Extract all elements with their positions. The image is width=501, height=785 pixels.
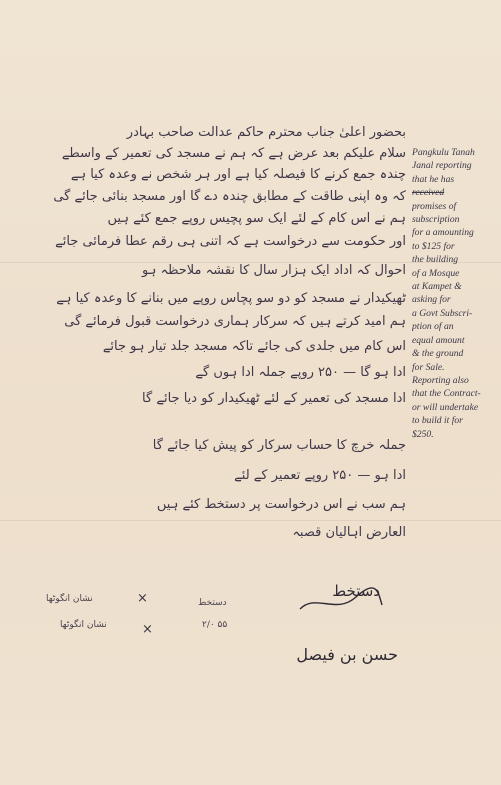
- urdu-line: ادا ہو گا — ۲۵۰ روپے جملہ ادا ہوں گے: [195, 365, 406, 380]
- urdu-line: ادا مسجد کی تعمیر کے لئے ٹھیکیدار کو دیا جائے گا: [142, 391, 406, 406]
- note-line: ption of an: [412, 321, 454, 333]
- paper-fold-line: [0, 520, 501, 521]
- note-line: to build it for: [412, 415, 463, 427]
- note-line: Reporting also: [412, 374, 469, 386]
- urdu-line: ہم سب نے اس درخواست پر دستخط کئے ہیں: [156, 497, 406, 512]
- thumb-mark-label: نشان انگوٹھا: [60, 620, 107, 630]
- urdu-line: ادا ہو — ۲۵۰ روپے تعمیر کے لئے: [234, 468, 406, 483]
- note-line: received: [412, 187, 445, 199]
- date-note-bottom: ۲/۰ ۵۵: [202, 620, 228, 630]
- note-line: that he has: [412, 173, 455, 185]
- note-line: subscription: [412, 214, 460, 226]
- urdu-line: احوال کہ اداد ایک ہزار سال کا نقشہ ملاحظہ ہو: [142, 263, 406, 278]
- note-line: Pangkulu Tanah: [412, 147, 475, 158]
- signature: حسن بن فیصل: [296, 645, 398, 664]
- note-line: a Govt Subscri-: [412, 307, 473, 319]
- note-line: to $125 for: [412, 240, 455, 252]
- note-line: $250.: [412, 428, 434, 440]
- cross-mark: ×: [137, 591, 148, 606]
- date-note-top: دستخط: [198, 598, 227, 608]
- cross-mark: ×: [142, 622, 153, 637]
- note-line: & the ground: [412, 348, 464, 360]
- note-line: equal amount: [412, 334, 465, 346]
- note-line: or will undertake: [412, 401, 479, 413]
- english-margin-note: [412, 146, 498, 441]
- urdu-line: ہم امید کرتے ہیں کہ سرکار ہماری درخواست قبول فرمائے گی: [64, 314, 406, 329]
- urdu-line: کہ وہ اپنی طاقت کے مطابق چندہ دے گا اور مسجد بنائی جائے گی: [53, 189, 406, 204]
- urdu-line: اس کام میں جلدی کی جائے تاکہ مسجد جلد تیار ہو جائے: [102, 339, 406, 354]
- note-line: for a amounting: [412, 227, 474, 239]
- urdu-line: جملہ خرچ کا حساب سرکار کو پیش کیا جائے گا: [152, 438, 406, 453]
- note-line: the building: [412, 254, 459, 266]
- thumb-mark-label: نشان انگوٹھا: [46, 594, 93, 604]
- note-line: promises of: [412, 200, 457, 212]
- note-line: Janal reporting: [412, 160, 472, 172]
- note-line: of a Mosque: [412, 267, 460, 279]
- urdu-line: ہم نے اس کام کے لئے ایک سو پچیس روپے جمع کئے ہیں: [107, 211, 406, 226]
- note-line: for Sale.: [412, 361, 445, 373]
- note-line: that the Contract-: [412, 388, 481, 400]
- urdu-line: العارض اہالیان قصبہ: [292, 525, 406, 540]
- urdu-line: چندہ جمع کرنے کا فیصلہ کیا ہے اور ہر شخص نے وعدہ کیا ہے: [70, 167, 406, 182]
- signature: دستخط: [332, 582, 380, 600]
- urdu-line: ٹھیکیدار نے مسجد کو دو سو پچاس روپے میں بنانے کا وعدہ کیا ہے: [56, 291, 406, 306]
- signature-flourish: [296, 585, 386, 615]
- note-line: asking for: [412, 294, 451, 306]
- urdu-line: سلام علیکم بعد عرض ہے کہ ہم نے مسجد کی تعمیر کے واسطے: [61, 146, 406, 161]
- urdu-line: اور حکومت سے درخواست ہے کہ اتنی ہی رقم عطا فرمائی جائے: [55, 234, 406, 249]
- note-line: at Kampet &: [412, 281, 462, 293]
- urdu-line: بحضور اعلیٰ جناب محترم حاکم عدالت صاحب بہادر: [126, 125, 406, 140]
